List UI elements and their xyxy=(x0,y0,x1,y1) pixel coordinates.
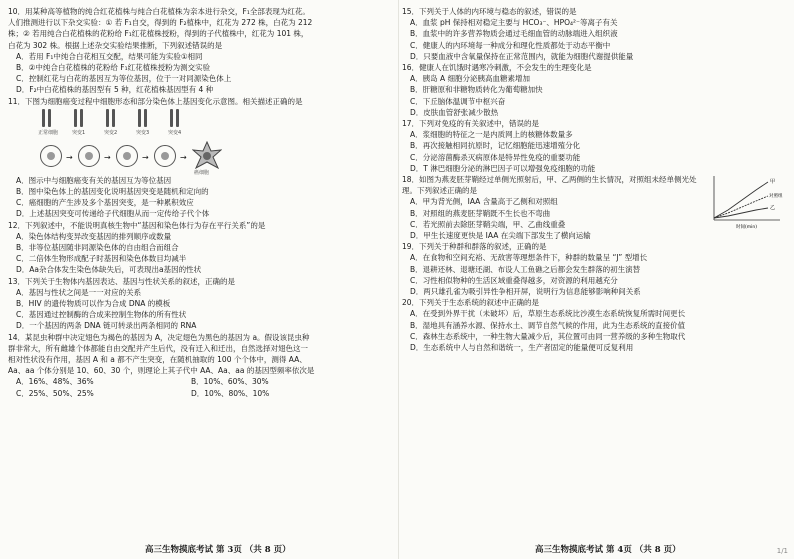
curve-control xyxy=(714,196,768,218)
chromosome xyxy=(48,109,51,127)
normal-cell xyxy=(40,145,62,167)
question-16 xyxy=(402,62,786,118)
q14-option-d: D．10%、80%、10% xyxy=(191,388,270,398)
arrow-icon: → xyxy=(142,152,149,162)
curve-label-control: 对照组 xyxy=(769,194,783,200)
q11-figure-label: 突变1 xyxy=(72,129,86,136)
q20-stem: 20．下列关于生态系统的叙述中正确的是 xyxy=(402,298,540,308)
q19-option-c: C．习性相似物种的生活区域重叠得越多，对资源的利用越充分 xyxy=(410,275,618,285)
q15-option-b: B．血浆中的许多营养物质会通过毛细血管的动脉端进入组织液 xyxy=(410,29,618,39)
q10-stem-line: 人们推测进行以下杂交实验：① 若 F₁自交，得到的 F₂植株中，红花为 272 株，白花为 212 xyxy=(8,18,313,28)
page-footer-right: 高三生物摸底考试 第 4页 （共 8 页） xyxy=(535,545,681,555)
q14-stem-line: 群非常大，所有雌雄个体都能自由交配并产生后代，没有迁入和迁出，自然选择对翅色这一 xyxy=(8,343,308,353)
q11-option-b: B．图中染色体上的基因变化说明基因突变是随机和定向的 xyxy=(16,187,209,197)
q17-option-a: A．浆细胞的特征之一是内质网上的核糖体数量多 xyxy=(410,130,573,140)
q12-option-a: A．染色体结构变异改变基因的排列顺序或数量 xyxy=(16,231,172,241)
q10-option-b: B．②中纯合白花植株的花粉给 F₁红花植株授粉为测交实验 xyxy=(16,63,211,73)
question-14 xyxy=(8,332,396,399)
chromosome xyxy=(138,109,141,127)
question-17 xyxy=(402,118,786,174)
q11-stem: 11．下图为细胞癌变过程中细胞形态和部分染色体上基因变化示意图。相关描述正确的是 xyxy=(8,96,303,106)
q18-option-c: C．若光照前去除胚芽鞘尖端，甲、乙曲线重叠 xyxy=(410,219,566,229)
left-page xyxy=(8,6,396,537)
q11-figure-label: 突变2 xyxy=(104,129,118,136)
q15-stem: 15．下列关于人体的内环境与稳态的叙述，错误的是 xyxy=(402,7,577,16)
q18-growth-graph xyxy=(706,172,784,230)
graph-x-label: 时间(min) xyxy=(736,225,757,231)
chromosome xyxy=(106,109,109,127)
q13-option-a: A．基因与性状之间是一一对应的关系 xyxy=(16,287,142,297)
q13-stem: 13．下列关于生物体内基因表达、基因与性状关系的叙述，正确的是 xyxy=(8,276,236,286)
q10-stem-line: 白花为 302 株。根据上述杂交实验结果推断，下列叙述错误的是 xyxy=(8,40,223,50)
q11-figure-label: 突变4 xyxy=(168,129,182,136)
q16-option-c: C．下丘脑体温调节中枢兴奋 xyxy=(410,96,506,106)
q11-option-a: A．图示中与细胞癌变有关的基因互为等位基因 xyxy=(16,175,172,185)
arrow-icon: → xyxy=(66,152,73,162)
q19-stem: 19．下列关于种群和群落的叙述，正确的是 xyxy=(402,242,547,252)
q18-option-b: B．对照组的燕麦胚芽鞘既不生长也不弯曲 xyxy=(410,208,551,218)
q14-option-c: C．25%、50%、25% xyxy=(16,388,94,398)
q11-option-d: D．上述基因突变可传递给子代细胞从而一定传给子代个体 xyxy=(16,209,210,219)
q11-option-c: C．癌细胞的产生涉及多个基因突变，是一种累积效应 xyxy=(16,198,194,208)
q19-option-d: D．两只雄孔雀为吸引异性争相开屏，说明行为信息能够影响种间关系 xyxy=(410,287,641,297)
q11-figure-label: 正常细胞 xyxy=(38,129,59,136)
q16-option-b: B．肝糖原和非糖物质转化为葡萄糖加快 xyxy=(410,85,543,95)
arrow-icon: → xyxy=(180,152,187,162)
question-19 xyxy=(402,241,786,297)
curve-label-yi: 乙 xyxy=(770,205,776,212)
q14-option-a: A．16%、48%、36% xyxy=(16,377,94,387)
chromosome xyxy=(74,109,77,127)
q14-options-row xyxy=(8,376,396,387)
question-12 xyxy=(8,220,396,276)
page-footer-left: 高三生物摸底考试 第 3页 （共 8 页） xyxy=(145,545,291,555)
corner-mark: 1/1 xyxy=(776,547,788,555)
q12-stem: 12．下列叙述中，不能说明真核生物中“基因和染色体行为存在平行关系”的是 xyxy=(8,220,266,230)
q13-option-b: B．HIV 的遗传物质可以作为合成 DNA 的模板 xyxy=(16,299,171,309)
q11-figure-label: 癌细胞 xyxy=(194,169,210,176)
question-10 xyxy=(8,6,396,96)
q10-option-d: D．F₂中白花植株的基因型有 5 种，红花植株基因型有 4 种 xyxy=(16,85,214,95)
q11-figure-label: 突变3 xyxy=(136,129,150,136)
q14-stem-line: 14．某昆虫种群中决定翅色为褐色的基因为 A，决定翅色为黑色的基因为 a。假设该昆虫种 xyxy=(8,332,310,342)
q17-option-d: D．T 淋巴细胞分泌的淋巴因子可以增强免疫细胞的功能 xyxy=(410,163,596,173)
mutant-cell xyxy=(78,145,100,167)
question-20 xyxy=(402,297,786,353)
curve-jia xyxy=(714,182,768,218)
q10-stem-line: 10．用某种高等植物的纯合红花植株与纯合白花植株为亲本进行杂交，F₁全部表现为红花。 xyxy=(8,7,310,16)
chromosome xyxy=(42,109,45,127)
nucleus xyxy=(85,152,93,160)
q16-option-d: D．皮肤血管舒张减少散热 xyxy=(410,107,499,117)
q18-option-a: A．甲为背光侧，IAA 含量高于乙侧和对照组 xyxy=(410,197,558,207)
q20-option-d: D．生态系统中人与自然和谐统一，生产者固定的能量便可反复利用 xyxy=(410,343,634,353)
q15-option-a: A．血浆 pH 保持相对稳定主要与 HCO₃⁻、HPO₄²⁻等离子有关 xyxy=(410,18,618,28)
q10-option-a: A．若用 F₁中纯合白花相互交配，结果可能为实验①相同 xyxy=(16,51,203,61)
q11-figure xyxy=(38,107,238,175)
nucleus xyxy=(123,152,131,160)
q16-option-a: A．胰岛 A 细胞分泌胰高血糖素增加 xyxy=(410,74,531,84)
q14-options-row xyxy=(8,388,396,399)
q13-option-c: C．基因通过控制酶的合成来控制生物体的所有性状 xyxy=(16,310,187,320)
q13-option-d: D．一个基因的两条 DNA 链可转录出两条相同的 RNA xyxy=(16,321,197,331)
q18-stem-line: 18．如图为燕麦胚芽鞘经过单侧光照射后，甲、乙两侧的生长情况，对照组未经单侧光处 xyxy=(402,175,697,185)
question-18 xyxy=(402,174,786,241)
chromosome xyxy=(170,109,173,127)
chromosome xyxy=(112,109,115,127)
arrow-icon: → xyxy=(104,152,111,162)
q12-option-b: B．非等位基因随非同源染色体的自由组合而组合 xyxy=(16,243,179,253)
q12-option-d: D．Aa杂合体发生染色体缺失后，可表现出a基因的性状 xyxy=(16,265,202,275)
q19-option-b: B．退耕还林、退塘还湖、布设人工鱼礁之后都会发生群落的初生演替 xyxy=(410,264,641,274)
q20-option-b: B．湿地具有涵养水源、保持水土、调节自然气候的作用，此为生态系统的直接价值 xyxy=(410,320,686,330)
q18-option-d: D．甲生长速度更快是 IAA 在尖端下部发生了横向运输 xyxy=(410,231,591,241)
q16-stem: 16．健康人在饥饿时遇寒冷刺激，不会发生的生理变化是 xyxy=(402,63,592,73)
q14-stem-line: Aa、aa 个体分别是 10、60、30 个，则理论上其子代中 AA、Aa、aa 的基因型频率依次是 xyxy=(8,366,315,376)
right-page xyxy=(402,6,786,537)
chromosome xyxy=(176,109,179,127)
q17-option-b: B．再次接触相同抗原时，记忆细胞能迅速增殖分化 xyxy=(410,141,581,151)
q10-stem-line: 株；② 若用纯合白花植株的花粉给 F₁红花植株授粉，得到的子代植株中，红花为 101 株， xyxy=(8,29,309,39)
q17-option-c: C．分泌溶菌酶杀灭病原体是特异性免疫的重要功能 xyxy=(410,152,581,162)
mutant-cell xyxy=(116,145,138,167)
curve-label-jia: 甲 xyxy=(770,179,776,186)
chromosome xyxy=(144,109,147,127)
q15-option-c: C．健康人的内环境每一种成分和理化性质都处于动态平衡中 xyxy=(410,40,611,50)
nucleus xyxy=(47,152,55,160)
q20-option-a: A．在受到外界干扰（未破坏）后，草原生态系统比沙漠生态系统恢复所需时间更长 xyxy=(410,309,686,319)
q14-stem-line: 相对性状没有作用，基因 A 和 a 都不产生突变，在随机抽取的 100 个个体中，测得 AA、 xyxy=(8,355,307,365)
q12-option-c: C．二倍体生物形成配子时基因和染色体数目均减半 xyxy=(16,254,187,264)
question-15 xyxy=(402,6,786,62)
nucleus xyxy=(161,152,169,160)
chromosome xyxy=(80,109,83,127)
q19-option-a: A．在食物和空间充裕、无敌害等理想条件下，种群的数量呈 “J” 型增长 xyxy=(410,253,648,263)
q20-option-c: C．森林生态系统中，一种生物大量减少后，其位置可由同一营养级的多种生物取代 xyxy=(410,331,686,341)
question-11 xyxy=(8,96,396,220)
q15-option-d: D．只要血液中含氧量保持在正常范围内，就能为细胞代谢提供能量 xyxy=(410,51,634,61)
q17-stem: 17．下列对免疫的有关叙述中，错误的是 xyxy=(402,119,540,129)
cancer-cell-icon xyxy=(192,141,222,171)
q18-stem-line: 理。下列叙述正确的是 xyxy=(402,186,477,196)
q10-option-c: C．控制红花与白花的基因互为等位基因，位于一对同源染色体上 xyxy=(16,74,232,84)
q14-option-b: B．10%、60%、30% xyxy=(191,377,269,387)
mutant-cell xyxy=(154,145,176,167)
page-gutter xyxy=(398,0,399,559)
question-13 xyxy=(8,276,396,332)
